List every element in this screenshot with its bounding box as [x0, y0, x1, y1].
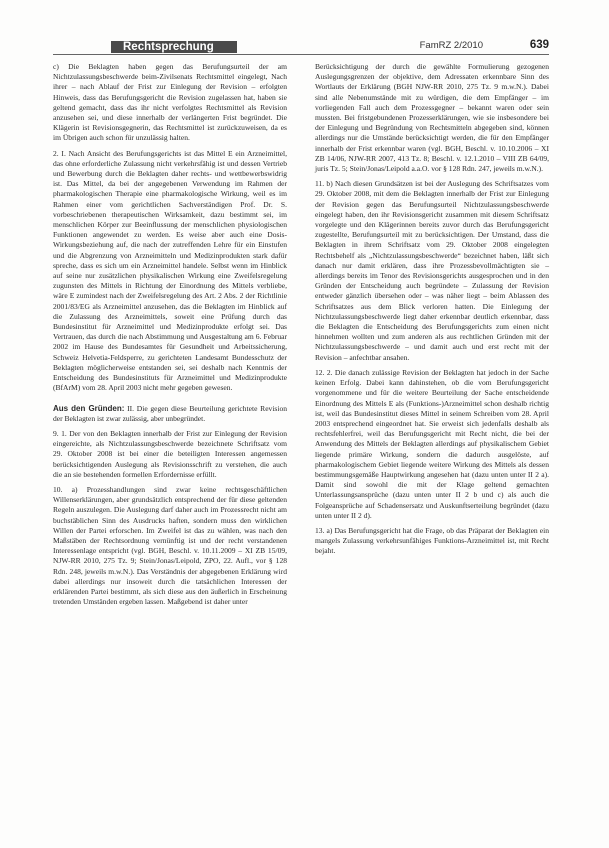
paragraph: 2. I. Nach Ansicht des Berufungsgerichts ist das Mittel E ein Arzneimittel, das ohne erforderliche Zulassung nicht verkehrsfähig ist und dessen Vertrieb und Bewerbung durch die Beklagten daher rechts- und wettbewerbswidrig ist. Das Mittel, da bei der angegebenen Verwendung im Rahmen der pharmakologischen Therapie eine pharmakologische Wirkung, weil es im Rahmen einer vom gerichtlichen Sachverständigen Prof. Dr. S. vorbeschriebenen therapeutischen Wirksamkeit, dazu bestimmt sei, im menschlichen Körper zur Beeinflussung der menschlichen physiologischen Funktionen angewendet zu werden. Es weise aber auch eine Dosis-Wirkungsbeziehung auf, die nach der zutreffenden Lehre für ein Einstufen und die Abgrenzung von Arzneimitteln und Medizinprodukten stark dafür spreche, dass es sich um ein Arzneimittel handele. Selbst wenn im Hinblick auf seine nur zusätzlichen physikalischen Wirkung eine Zweifelsregelung zugunsten des Mittels in Richtung der Einordnung des Mittels verbliebe, wäre E zumindest nach der Zweifelsregelung des Art. 2 Abs. 2 der Richtlinie 2001/83/EG als Arzneimittel anzusehen, das die Beklagten im Hinblick auf die Zulassung des Arzneimittels, soweit eine Prüfung durch das Bundesinstitut für Arzneimittel und Medizinprodukte erfolgt sei. Das Vertrauen, das durch die nach Abstimmung und Ausgestaltung am 6. Februar 2002 im Hause des Bundesamtes für Gesundheit und Arbeitssicherung, Schweiz Helvetia-Feldsperre, zu gerichteten Landesamt Bundesschutz der Beklagten möglicherweise entstanden sei, sei deshalb nach Kenntnis der Entscheidung des Bundesinstituts für Arzneimittel und Medizinprodukte (BfArM) vom 28. April 2003 nicht mehr gegeben gewesen.: [53, 148, 287, 393]
paragraph: 11. b) Nach diesen Grundsätzen ist bei der Auslegung des Schriftsatzes vom 29. Oktober 2008, mit dem die Beklagten innerhalb der Frist zur Einlegung der Revision gegen das Berufungsurteil Nichtzulassungsbeschwerde eingelegt haben, den ihr Revisionsgericht zusammen mit diesem Schriftsatz vorgelegte und den Klägerinnen bereits zuvor durch das Berufungsgericht zugestellte, Berufungsurteil mit zu berücksichtigen. Der Umstand, dass die Beklagten in ihrem Schriftsatz vom 29. Oktober 2008 eingelegten Rechtsbehelf als „Nichtzulassungsbeschwerde“ bezeichnet haben, läßt sich danach nur damit erklären, dass ihre Prozessbevollmächtigten sie – allerdings bereits im Tenor des Revisionsgerichts ausgesprochen und in den Gründen der Entscheidung auch begründete – Zulassung der Revision entweder gänzlich übersehen oder – was näher liegt – beim Ablassen des Schriftsatzes aus dem Blick verloren hatten. Die Einlegung der Nichtzulassungsbeschwerde liegt daher erkennbar deutlich erkennbar, dass die Beklagten die Entscheidung des Berufungsgerichts zum einen nicht hinnehmen wollten und zum anderen als aus rechtlichen Gründen mit der Nichtzulassungsbeschwerde – und damit auch und erst recht mit der Revision – anfechtbar ansahen.: [315, 179, 549, 362]
left-column: [53, 62, 287, 612]
paragraph: 9. 1. Der von den Beklagten innerhalb der Frist zur Einlegung der Revision eingereichte, als Nichtzulassungsbeschwerde bezeichnete Schriftsatz vom 29. Oktober 2008 ist bei einer die beteiligten Interessen angemessen berücksichtigenden Auslegung als Revisionsschrift zu verstehen, die auch die an sie bestehenden formellen Erfordernisse erfüllt.: [53, 428, 287, 479]
header-rule: [53, 54, 549, 55]
page-number: 639: [529, 39, 549, 51]
paragraph: 13. a) Das Berufungsgericht hat die Frage, ob das Präparat der Beklagten ein mangels Zulassung verkehrsunfähiges Funktions-Arzneimittel ist, mit Recht bejaht.: [315, 525, 549, 556]
reasons-paragraph: [53, 404, 287, 424]
paragraph: c) Die Beklagten haben gegen das Berufungsurteil der am Nichtzulassungsbeschwerde beim-Zivilsenats Rechtsmittel eingelegt, Nach ihrer – nach Ablauf der Frist zur Einlegung der Revision – erfolgten Hinweis, dass das Berufungsgericht die Revision zugelassen hat, haben sie geltend gemacht, dass das ihr nicht verfolgtes Rechtsmittel als Revision anzusehen sei, und diese innerhalb der verlängerten Frist begründet. Die Klägerin ist Revisionsgegnerin, das Rechtsmittel ist zurückzuweisen, da es im Übrigen auch schon für unzulässig halten.: [53, 62, 287, 143]
paragraph: 12. 2. Die danach zulässige Revision der Beklagten hat jedoch in der Sache keinen Erfolg. Dabei kann dahinstehen, ob die vom Berufungsgericht vorgenommene und für die weitere Beurteilung der Sache entscheidende Einordnung des Mittels E als (Funktions-)Arzneimittel schon deshalb richtig ist, weil das Bundesinstitut dieses Mittel in seinem Schreiben vom 28. April 2003 entsprechend eingeordnet hat. Sie erweist sich jedenfalls deshalb als rechtsfehlerfrei, weil das Berufungsgericht mit Recht nicht, die bei der Anwendung des Mittels der Beklagten allerdings auf physikalischem Gebiet liegende primäre Wirkung, sondern die dadurch ausgelöste, auf pharmakologischem Gebiet liegende weitere Wirkung des Mittels als dessen bestimmungsgemäße Hauptwirkung angesehen hat (dazu unten unter II 2 a). Damit sind sowohl die mit der Klage geltend gemachten Unterlassungsansprüche (dazu unten unter II 2 b und c) als auch die Folgeansprüche auf Schadensersatz und Auskunftserteilung begründet (dazu unten unter II 2 d).: [315, 367, 549, 520]
paragraph: Berücksichtigung der durch die gewählte Formulierung gezogenen Auslegungsgrenzen der objektive, dem Adressaten erkennbare Sinn des Wortlauts der Erklärung (BGH NJW-RR 2010, 275 Tz. 9 m.w.N.). Dabei sind alle Nebenumstände mit zu würdigen, die dem Empfänger – im vorliegenden Fall auch dem Prozessgegner – bekannt waren oder sein mussten. Bei fristgebundenen Prozesserklärungen, wie sie insbesondere bei der Einlegung und Begründung von Rechtsmitteln abgegeben sind, können allerdings nur die Umstände berücksichtigt werden, die für den Empfänger innerhalb der Frist erkennbar waren (vgl. BGH, Beschl. v. 10.10.2006 – XI ZB 14/06, NJW-RR 2007, 413 Tz. 8; Beschl. v. 12.1.2010 – VIII ZB 64/09, juris Tz. 5; Stein/Jonas/Leipold a.a.O. vor § 128 Rdn. 247, jeweils m.w.N.).: [315, 62, 549, 174]
page-header: [53, 33, 549, 55]
paragraph: 10. a) Prozesshandlungen sind zwar keine rechtsgeschäftlichen Willenserklärungen, aber grundsätzlich entsprechend der für diese geltenden Regeln auszulegen. Die Auslegung darf daher auch im Prozessrecht nicht am buchstäblichen Sinn des Ausdrucks haften, sondern muss den wirklichen Willen der Partei erforschen. Im Zweifel ist das zu wählen, was nach den Maßstäben der Rechtsordnung vernünftig ist und der recht verstandenen Interessenlage entspricht (vgl. BGH, Beschl. v. 10.11.2009 – XI ZB 15/09, NJW-RR 2010, 275 Tz. 9; Stein/Jonas/Leipold, ZPO, 22. Aufl., vor § 128 Rdn. 248, jeweils m.w.N.). Das Verständnis der abgegebenen Erklärung wird dabei allerdings nur insoweit durch die tatsächlichen Interessen der erklärenden Partei bestimmt, als sich diese aus den äußerlich in Erscheinung tretenden Umständen ergeben lassen. Maßgebend ist daher unter: [53, 484, 287, 607]
journal-issue: FamRZ 2/2010: [419, 40, 483, 51]
reasons-text: II. Die gegen diese Beurteilung gerichtete Revision der Beklagten ist zwar zulässig, aber unbegründet.: [53, 403, 287, 423]
right-column: [315, 62, 549, 562]
reasons-heading: Aus den Gründen:: [53, 403, 125, 413]
section-title: Rechtsprechung: [123, 41, 214, 53]
